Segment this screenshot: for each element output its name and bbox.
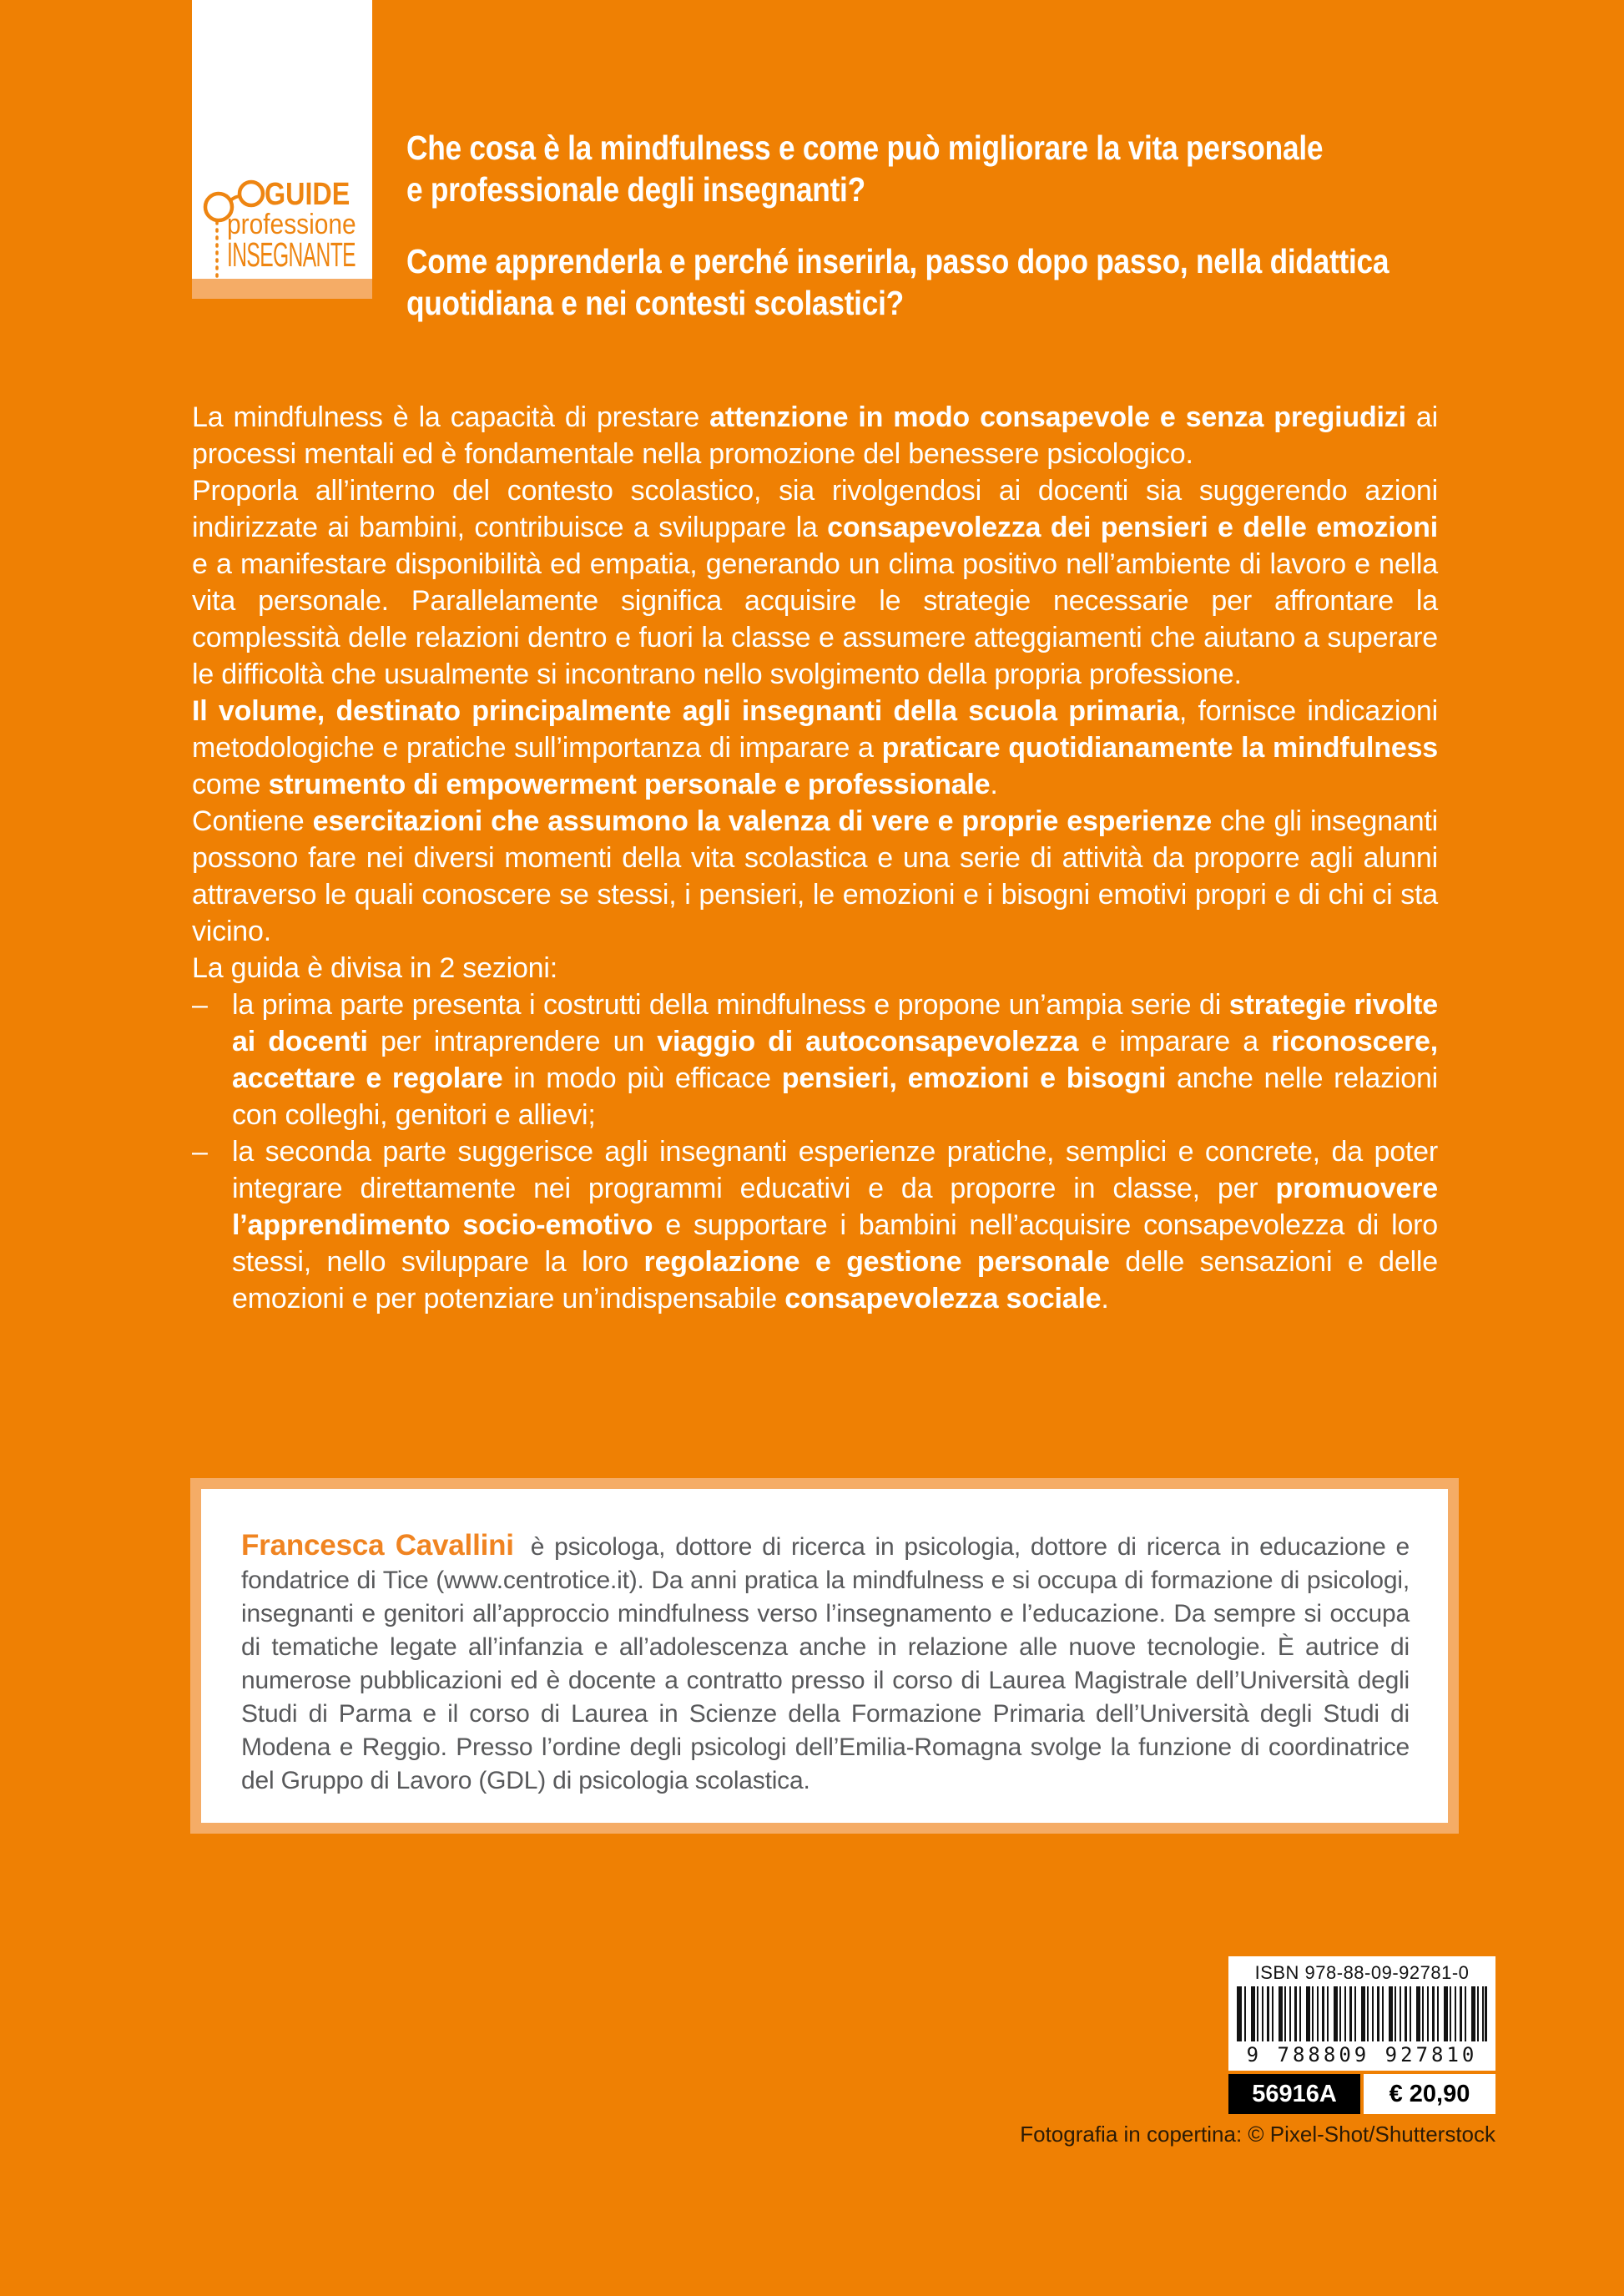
headline-line: e professionale degli insegnanti? <box>406 170 865 209</box>
bullet-dash: – <box>192 1136 208 1168</box>
list-item-text: la seconda parte suggerisce agli insegnanti esperienze pratiche, semplici e concrete, da poter integrare direttamente nei programmi educativi e da proporre in classe, per promuovere l’apprendimento socio-emotivo e supportare i bambini nell’acquisire consapevolezza di loro stessi, nello sviluppare la loro regolazione e gestione personale delle sensazioni e delle emozioni e per potenziare un’indispensabile consapevolezza sociale. <box>232 1136 1438 1315</box>
paragraph-mindfulness-definition: La mindfulness è la capacità di prestare attenzione in modo consapevole e senza pregiudizi ai processi mentali ed è fondamentale nella promozione del benessere psicologico. <box>192 401 1438 470</box>
barcode-bars-icon <box>1237 1986 1487 2041</box>
paragraph-volume: Il volume, destinato principalmente agli insegnanti della scuola primaria, fornisce indicazioni metodologiche e pratiche sull’importanza di imparare a praticare quotidianamente la mindfulness come strumento di empowerment personale e professionale. <box>192 695 1438 800</box>
headline-question-1 <box>406 127 1575 210</box>
edition-code: 56916A <box>1228 2074 1360 2114</box>
logo-professione-text: professione <box>227 209 356 240</box>
headline-questions <box>406 127 1575 324</box>
headline-line: quotidiana e nei contesti scolastici? <box>406 284 904 322</box>
paragraph-contents: Contiene esercitazioni che assumono la valenza di vere e proprie esperienze che gli insegnanti possono fare nei diversi momenti della vita scolastica e una serie di attività da proporre agli alunni attraverso le quali conoscere se stessi, i pensieri, le emozioni e i bisogni emotivi propri e di chi ci sta vicino. <box>192 805 1438 947</box>
barcode-digits: 9 788809 927810 <box>1246 2043 1478 2066</box>
list-item-part-1 <box>192 987 1438 1133</box>
photo-credit: Fotografia in copertina: © Pixel-Shot/Shutterstock <box>1020 2122 1495 2147</box>
logo-guide-text: GUIDE <box>265 177 351 212</box>
author-bio-inner <box>201 1489 1448 1823</box>
publisher-logo-band <box>192 0 372 299</box>
paragraph-school-context: Proporla all’interno del contesto scolastico, sia rivolgendosi ai docenti sia suggerendo azioni indirizzate ai bambini, contribuisce a sviluppare la consapevolezza dei pensieri e delle emozioni e a manifestare disponibilità ed empatia, generando un clima positivo nell’ambiente di lavoro e nella vita personale. Parallelamente significa acquisire le strategie necessarie per affrontare la complessità delle relazioni dentro e fuori la classe e assumere atteggiamenti che aiutano a superare le difficoltà che usualmente si incontrano nello svolgimento della propria professione. <box>192 475 1438 690</box>
logo-band-strip <box>192 279 372 299</box>
bullet-dash: – <box>192 989 208 1021</box>
headline-line: Come apprenderla e perché inserirla, passo dopo passo, nella didattica <box>406 242 1389 280</box>
author-bio-body: è psicologa, dottore di ricerca in psicologia, dottore di ricerca in educazione e fondatrice di Tice (www.centrotice.it). Da anni pratica la mindfulness e si occupa di formazione di psicologi, insegnanti e genitori all’approccio mindfulness verso l’insegnamento e l’educazione. Da sempre si occupa di tematiche legate all’infanzia e all’adolescenza anche in relazione alle nuove tecnologie. È autrice di numerose pubblicazioni ed è docente a contratto presso il corso di Laurea Magistrale dell’Università degli Studi di Parma e il corso di Laurea in Scienze della Formazione Primaria dell’Università degli Studi di Modena e Reggio. Presso l’ordine degli psicologi dell’Emilia-Romagna svolge la funzione di coordinatrice del Gruppo di Lavoro (GDL) di psicologia scolastica. <box>241 1533 1410 1794</box>
price: € 20,90 <box>1364 2074 1495 2114</box>
book-description <box>192 399 1438 1317</box>
barcode-panel <box>1228 1956 1495 2071</box>
isbn-barcode-block <box>1228 1956 1495 2114</box>
list-item-text: la prima parte presenta i costrutti della mindfulness e propone un’ampia serie di strategie rivolte ai docenti per intraprendere un viaggio di autoconsapevolezza e imparare a riconoscere, accettare e regolare in modo più efficace pensieri, emozioni e bisogni anche nelle relazioni con colleghi, genitori e allievi; <box>232 989 1439 1131</box>
isbn-label: ISBN 978-88-09-92781-0 <box>1254 1962 1470 1983</box>
author-bio-text <box>241 1529 1410 1798</box>
barcode-bottom-row <box>1228 2074 1495 2114</box>
author-name: Francesca Cavallini <box>241 1529 514 1562</box>
author-bio-box <box>190 1478 1459 1834</box>
headline-question-2 <box>406 240 1575 324</box>
logo-insegnante-text: INSEGNANTE <box>227 235 356 274</box>
list-item-part-2 <box>192 1133 1438 1317</box>
headline-line: Che cosa è la mindfulness e come può migliorare la vita personale <box>406 129 1324 167</box>
sections-intro: La guida è divisa in 2 sezioni: <box>192 952 557 984</box>
